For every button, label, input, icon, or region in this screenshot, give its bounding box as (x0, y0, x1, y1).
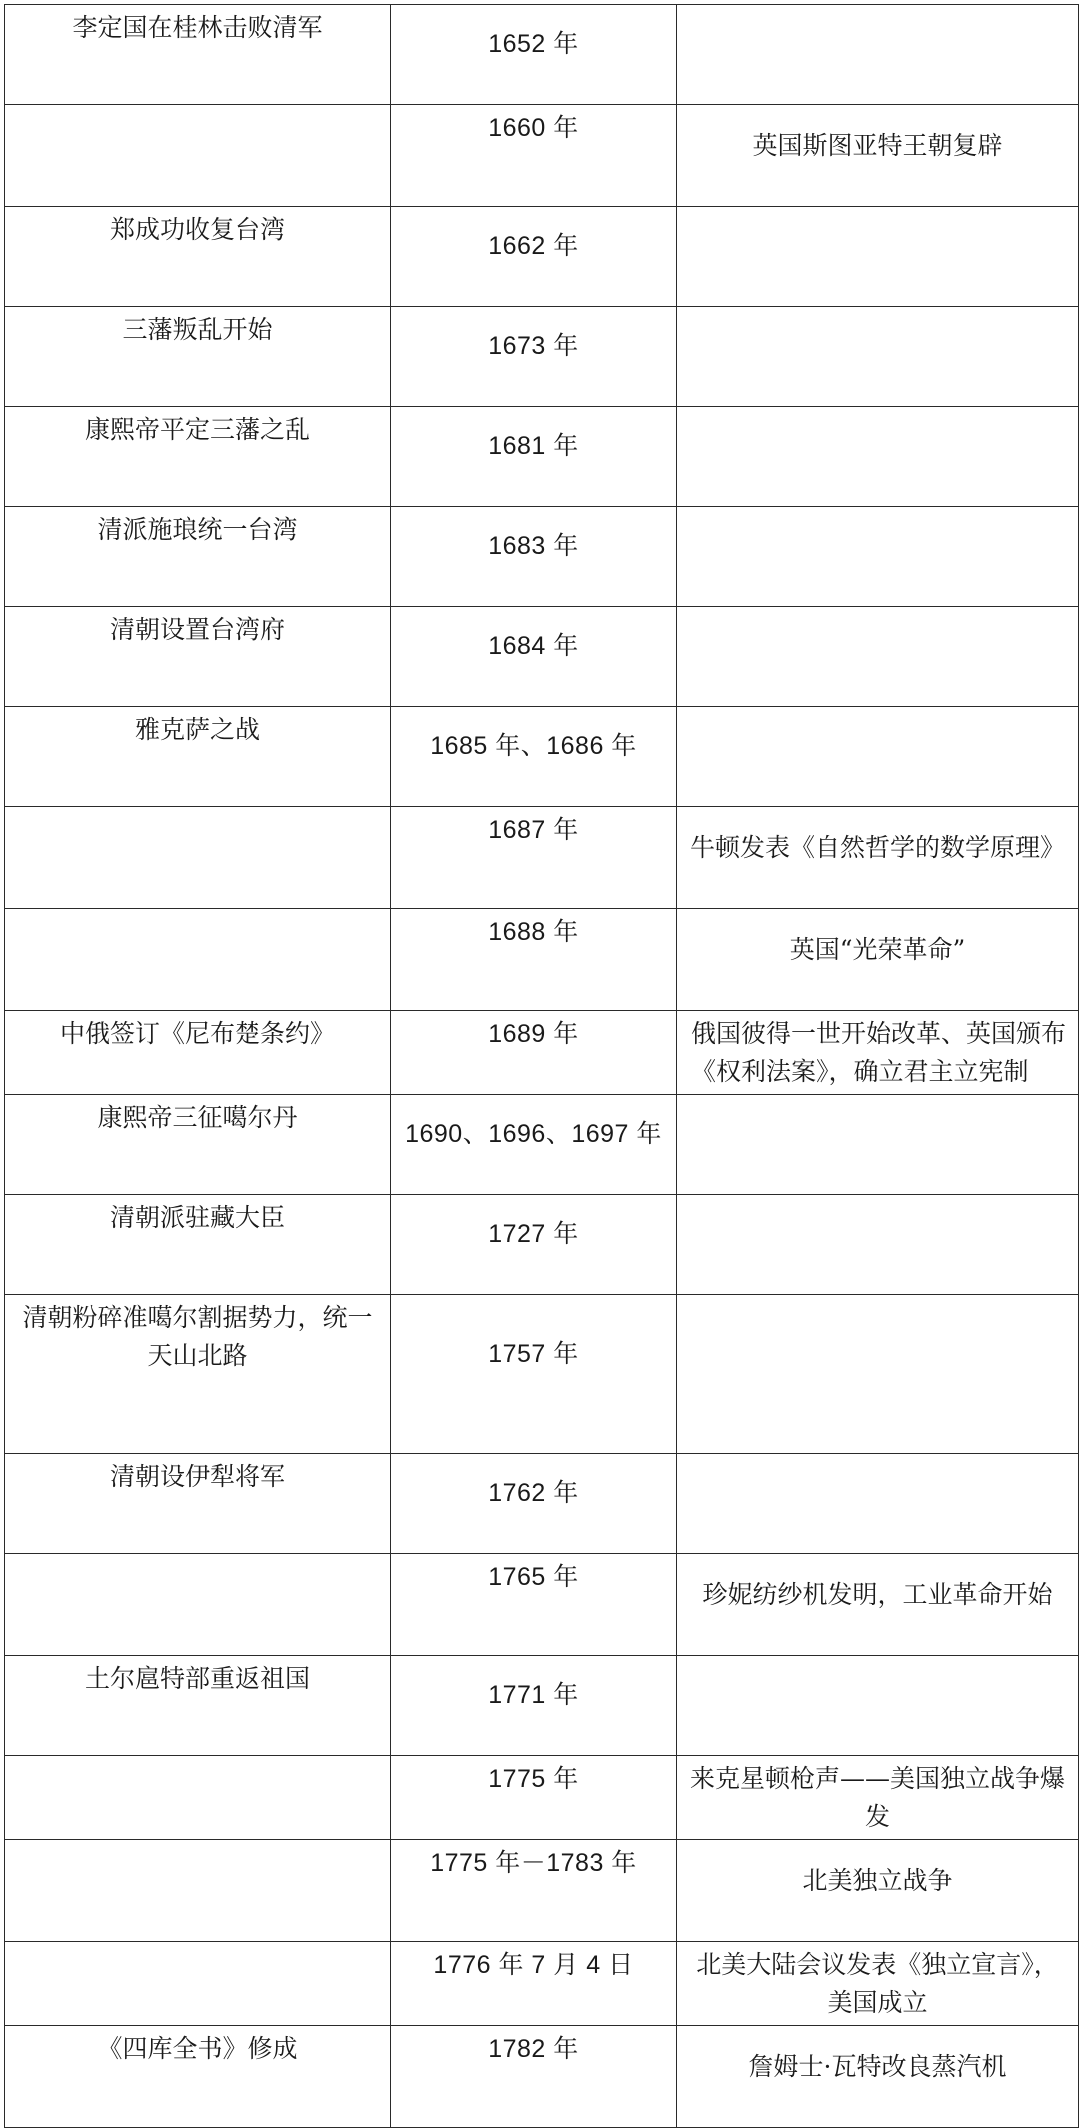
china-event-cell: 郑成功收复台湾 (5, 207, 391, 307)
world-event-cell (677, 1454, 1079, 1554)
china-event-cell: 土尔扈特部重返祖国 (5, 1656, 391, 1756)
year-cell: 1652 年 (391, 5, 677, 105)
table-row (5, 707, 1079, 807)
china-event-cell (5, 1942, 391, 2026)
world-event-cell: 詹姆士·瓦特改良蒸汽机 (677, 2026, 1079, 2128)
year-cell: 1757 年 (391, 1295, 677, 1454)
world-event-cell (677, 507, 1079, 607)
china-event-cell: 《四库全书》修成 (5, 2026, 391, 2128)
china-event-cell: 雅克萨之战 (5, 707, 391, 807)
china-event-cell: 清派施琅统一台湾 (5, 507, 391, 607)
history-timeline-table (4, 4, 1079, 2128)
year-cell: 1775 年－1783 年 (391, 1840, 677, 1942)
table-row (5, 307, 1079, 407)
china-event-cell (5, 1756, 391, 1840)
china-event-cell: 康熙帝平定三藩之乱 (5, 407, 391, 507)
china-event-cell: 中俄签订《尼布楚条约》 (5, 1011, 391, 1095)
table-row (5, 1554, 1079, 1656)
table-row (5, 1656, 1079, 1756)
world-event-cell (677, 5, 1079, 105)
year-cell: 1673 年 (391, 307, 677, 407)
table-row (5, 507, 1079, 607)
year-cell: 1662 年 (391, 207, 677, 307)
world-event-cell (677, 607, 1079, 707)
china-event-cell (5, 1840, 391, 1942)
table-row (5, 607, 1079, 707)
world-event-cell (677, 307, 1079, 407)
world-event-cell (677, 1095, 1079, 1195)
china-event-cell (5, 1554, 391, 1656)
year-cell: 1681 年 (391, 407, 677, 507)
year-cell: 1771 年 (391, 1656, 677, 1756)
year-cell: 1689 年 (391, 1011, 677, 1095)
table-row (5, 909, 1079, 1011)
world-event-cell: 俄国彼得一世开始改革、英国颁布《权利法案》，确立君主立宪制 (677, 1011, 1079, 1095)
year-cell: 1782 年 (391, 2026, 677, 2128)
china-event-cell: 康熙帝三征噶尔丹 (5, 1095, 391, 1195)
table-row (5, 1095, 1079, 1195)
year-cell: 1690、1696、1697 年 (391, 1095, 677, 1195)
china-event-cell: 清朝派驻藏大臣 (5, 1195, 391, 1295)
world-event-cell (677, 1656, 1079, 1756)
year-cell: 1683 年 (391, 507, 677, 607)
table-row (5, 1840, 1079, 1942)
table-row (5, 5, 1079, 105)
china-event-cell (5, 909, 391, 1011)
year-cell: 1685 年、1686 年 (391, 707, 677, 807)
table-row (5, 2026, 1079, 2128)
world-event-cell: 北美大陆会议发表《独立宣言》，美国成立 (677, 1942, 1079, 2026)
china-event-cell: 清朝设伊犁将军 (5, 1454, 391, 1554)
table-row (5, 407, 1079, 507)
world-event-cell: 北美独立战争 (677, 1840, 1079, 1942)
year-cell: 1660 年 (391, 105, 677, 207)
world-event-cell (677, 207, 1079, 307)
table-row (5, 1454, 1079, 1554)
year-cell: 1688 年 (391, 909, 677, 1011)
world-event-cell (677, 407, 1079, 507)
world-event-cell: 牛顿发表《自然哲学的数学原理》 (677, 807, 1079, 909)
table-row (5, 807, 1079, 909)
year-cell: 1762 年 (391, 1454, 677, 1554)
china-event-cell: 清朝设置台湾府 (5, 607, 391, 707)
table-row (5, 1011, 1079, 1095)
table-row (5, 207, 1079, 307)
year-cell: 1775 年 (391, 1756, 677, 1840)
world-event-cell: 珍妮纺纱机发明，工业革命开始 (677, 1554, 1079, 1656)
world-event-cell: 英国“光荣革命” (677, 909, 1079, 1011)
world-event-cell: 来克星顿枪声——美国独立战争爆发 (677, 1756, 1079, 1840)
table-row (5, 1942, 1079, 2026)
china-event-cell (5, 105, 391, 207)
year-cell: 1776 年 7 月 4 日 (391, 1942, 677, 2026)
year-cell: 1727 年 (391, 1195, 677, 1295)
table-row (5, 1756, 1079, 1840)
table-row (5, 1195, 1079, 1295)
china-event-cell: 李定国在桂林击败清军 (5, 5, 391, 105)
table-row (5, 105, 1079, 207)
china-event-cell (5, 807, 391, 909)
world-event-cell (677, 1295, 1079, 1454)
year-cell: 1765 年 (391, 1554, 677, 1656)
world-event-cell (677, 1195, 1079, 1295)
china-event-cell: 清朝粉碎准噶尔割据势力，统一天山北路 (5, 1295, 391, 1454)
table-row (5, 1295, 1079, 1454)
world-event-cell: 英国斯图亚特王朝复辟 (677, 105, 1079, 207)
world-event-cell (677, 707, 1079, 807)
year-cell: 1687 年 (391, 807, 677, 909)
china-event-cell: 三藩叛乱开始 (5, 307, 391, 407)
year-cell: 1684 年 (391, 607, 677, 707)
